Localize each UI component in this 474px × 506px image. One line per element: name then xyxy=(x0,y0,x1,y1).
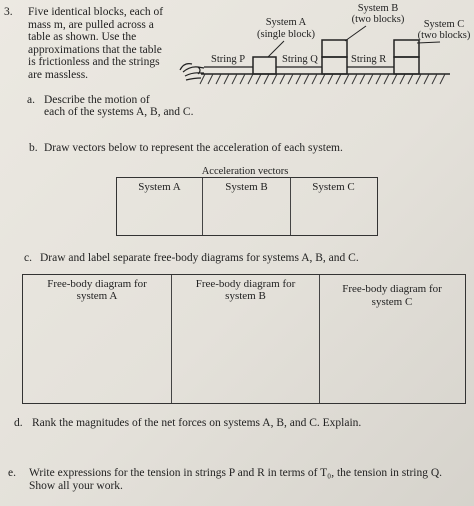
fbd-cell-a[interactable] xyxy=(23,275,172,403)
system-a-sublabel: (single block) xyxy=(256,29,316,40)
accel-table-caption: Acceleration vectors xyxy=(201,166,289,177)
fbd-header-a-line-2: system A xyxy=(76,290,118,302)
fbd-header-b-line-2: system B xyxy=(225,290,266,302)
accel-header-a: System A xyxy=(138,181,181,193)
fbd-cell-c[interactable] xyxy=(320,275,464,403)
system-c-pointer xyxy=(417,42,440,43)
part-a-line-2: each of the systems A, B, and C. xyxy=(44,106,194,118)
system-c-sublabel: (two blocks) xyxy=(417,30,471,41)
fbd-header-a-line-1: Free-body diagram for xyxy=(47,278,147,290)
string-p-label: String P xyxy=(211,54,246,65)
string-q-label: String Q xyxy=(282,54,318,65)
system-b-label: System B xyxy=(357,3,399,14)
part-a-line-1: Describe the motion of xyxy=(44,94,150,106)
block-b-top xyxy=(322,40,347,57)
fbd-header-b-line-1: Free-body diagram for xyxy=(195,278,296,290)
string-r-label: String R xyxy=(351,54,387,65)
block-c-top xyxy=(394,40,419,57)
intro-line-1: Five identical blocks, each of xyxy=(28,6,164,18)
part-b-letter: b. xyxy=(29,142,38,154)
accel-cell-b[interactable] xyxy=(203,178,291,235)
acceleration-table xyxy=(116,177,378,236)
system-b-pointer xyxy=(345,26,366,41)
fbd-header-c-line-2: system C xyxy=(371,296,413,308)
accel-header-b: System B xyxy=(225,181,268,193)
block-a xyxy=(253,57,276,74)
accel-header-c: System C xyxy=(312,181,355,193)
intro-line-3: table as shown. Use the xyxy=(28,31,137,43)
intro-line-6: are massless. xyxy=(28,68,89,81)
part-c-text: Draw and label separate free-body diagrams for systems A, B, and C. xyxy=(40,252,359,264)
question-number: 3. xyxy=(4,6,13,18)
table-hatching xyxy=(200,74,445,84)
intro-line-4: approximations that the table xyxy=(28,43,162,56)
system-a-label: System A xyxy=(265,17,307,28)
block-b-bottom xyxy=(322,57,347,74)
fbd-header-c-line-1: Free-body diagram for xyxy=(342,283,442,295)
accel-cell-c[interactable] xyxy=(291,178,376,235)
block-c-bottom xyxy=(394,57,419,74)
system-c-label: System C xyxy=(423,19,465,30)
system-b-sublabel: (two blocks) xyxy=(351,14,405,25)
accel-cell-a[interactable] xyxy=(117,178,203,235)
part-e-line-1: Write expressions for the tension in strings P and R in terms of T₀, the tension in string Q. xyxy=(29,467,443,479)
part-d-letter: d. xyxy=(14,417,23,429)
intro-line-2: mass m, are pulled across a xyxy=(28,18,154,31)
part-e-line-2: Show all your work. xyxy=(29,480,123,492)
intro-line-5: is frictionless and the strings xyxy=(28,56,160,68)
part-e-letter: e. xyxy=(8,467,16,479)
part-b-text: Draw vectors below to represent the acceleration of each system. xyxy=(44,142,343,154)
pulling-hand-icon xyxy=(180,64,204,80)
part-c-letter: c. xyxy=(24,252,32,264)
free-body-table xyxy=(22,274,466,404)
system-a-pointer xyxy=(268,41,284,57)
part-a-letter: a. xyxy=(27,94,35,106)
part-d-text: Rank the magnitudes of the net forces on systems A, B, and C. Explain. xyxy=(32,417,362,429)
fbd-cell-b[interactable] xyxy=(172,275,320,403)
